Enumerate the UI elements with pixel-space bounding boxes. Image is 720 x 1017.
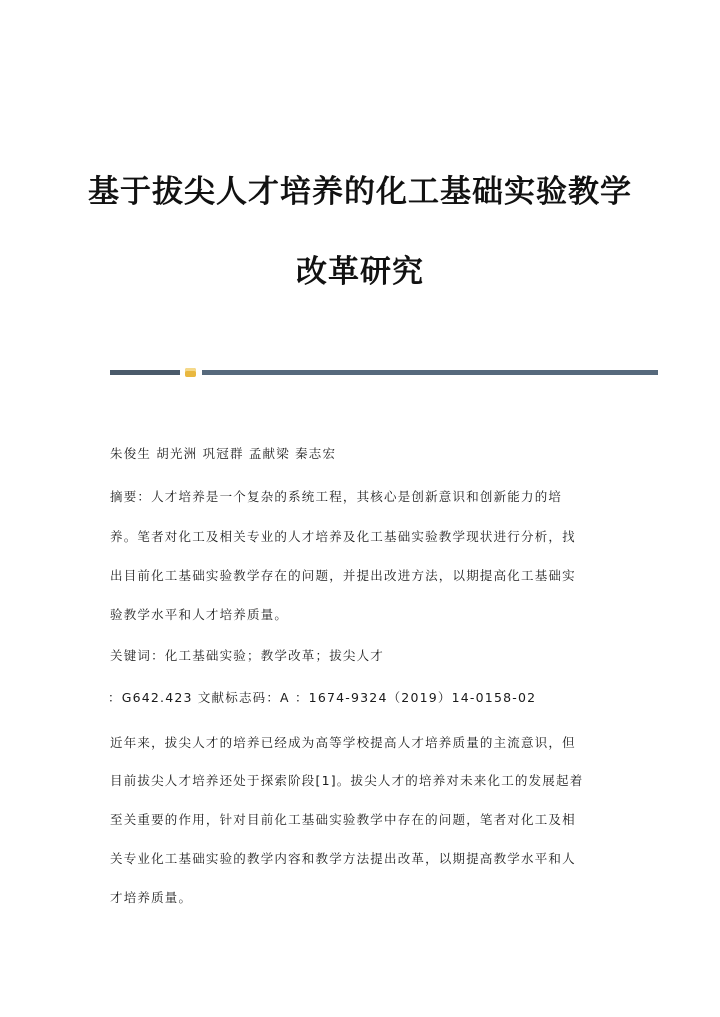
keywords: 关键词：化工基础实验；教学改革；拔尖人才 bbox=[110, 648, 385, 663]
abstract-line: 摘要：人才培养是一个复杂的系统工程，其核心是创新意识和创新能力的培 bbox=[110, 489, 563, 504]
body-line: 关专业化工基础实验的教学内容和教学方法提出改革，以期提高教学水平和人 bbox=[110, 851, 576, 866]
body-line: 才培养质量。 bbox=[110, 890, 193, 905]
abstract-line: 养。笔者对化工及相关专业的人才培养及化工基础实验教学现状进行分析，找 bbox=[110, 529, 576, 544]
title-divider bbox=[110, 368, 658, 376]
body-line: 近年来，拔尖人才的培养已经成为高等学校提高人才培养质量的主流意识，但 bbox=[110, 735, 576, 750]
divider-badge bbox=[185, 368, 196, 377]
divider-bar-right bbox=[202, 370, 658, 375]
classification-info: ：G642.423 文献标志码：A ：1674-9324（2019）14-0158-02 bbox=[108, 690, 537, 705]
paper-title-line-1: 基于拔尖人才培养的化工基础实验教学 bbox=[88, 174, 632, 210]
abstract-line: 验教学水平和人才培养质量。 bbox=[110, 607, 289, 622]
authors: 朱俊生 胡光洲 巩冠群 孟献梁 秦志宏 bbox=[110, 446, 337, 461]
body-line: 目前拔尖人才培养还处于探索阶段[1]。拔尖人才的培养对未来化工的发展起着 bbox=[110, 773, 584, 788]
body-line: 至关重要的作用，针对目前化工基础实验教学中存在的问题，笔者对化工及相 bbox=[110, 812, 576, 827]
abstract-line: 出目前化工基础实验教学存在的问题，并提出改进方法，以期提高化工基础实 bbox=[110, 568, 576, 583]
paper-title-line-2: 改革研究 bbox=[296, 254, 424, 290]
divider-bar-left bbox=[110, 370, 180, 375]
